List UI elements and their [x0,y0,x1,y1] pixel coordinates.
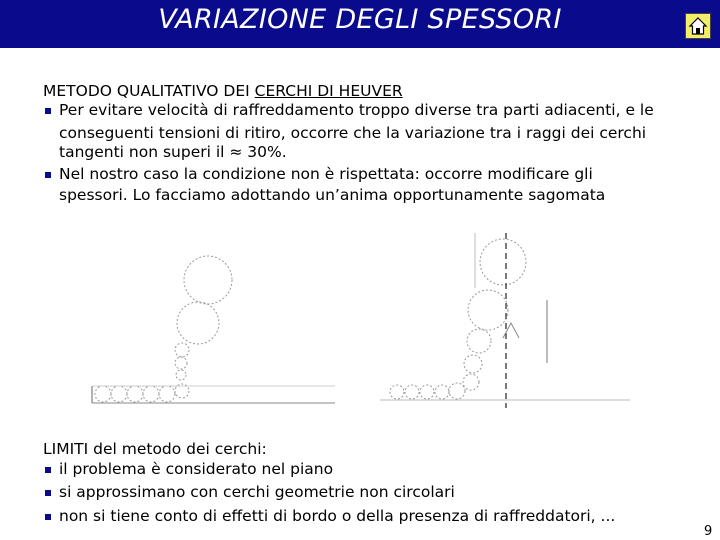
title-bar [0,0,720,48]
bullet-marker [45,172,51,178]
home-button[interactable] [685,13,711,39]
section1-bullet-1-line-1: Per evitare velocità di raffreddamento troppo diverse tra parti adiacenti, e le [59,101,654,119]
section1-heading [43,82,403,101]
section2-heading: LIMITI del metodo dei cerchi: [43,440,267,458]
section2-bullet-3: non si tiene conto di effetti di bordo o della presenza di raffreddatori, ... [59,507,616,525]
slide-title: VARIAZIONE DEGLI SPESSORI [158,4,562,35]
section1-heading-prefix: METODO QUALITATIVO DEI [43,82,255,100]
home-icon [688,16,708,36]
bullet-marker [45,108,51,114]
bullet-marker [45,467,51,473]
section1-bullet-1-line-3: tangenti non superi il ≈ 30%. [59,143,287,161]
section1-bullet-2-line-2: spessori. Lo facciamo adottando un’anima opportunamente sagomata [59,186,606,204]
heuver-circles-diagram-modified [375,228,635,410]
bullet-marker [45,514,51,520]
heuver-circles-diagram-original [85,238,345,408]
page-number: 9 [704,524,713,539]
section2-bullet-2: si approssimano con cerchi geometrie non circolari [59,483,455,501]
heuver-link[interactable]: CERCHI DI HEUVER [254,82,403,100]
section1-bullet-2-line-1: Nel nostro caso la condizione non è rispettata: occorre modificare gli [59,165,593,183]
section1-bullet-1-line-2: conseguenti tensioni di ritiro, occorre che la variazione tra i raggi dei cerchi [59,124,647,142]
section2-bullet-1: il problema è considerato nel piano [59,460,334,478]
bullet-marker [45,490,51,496]
